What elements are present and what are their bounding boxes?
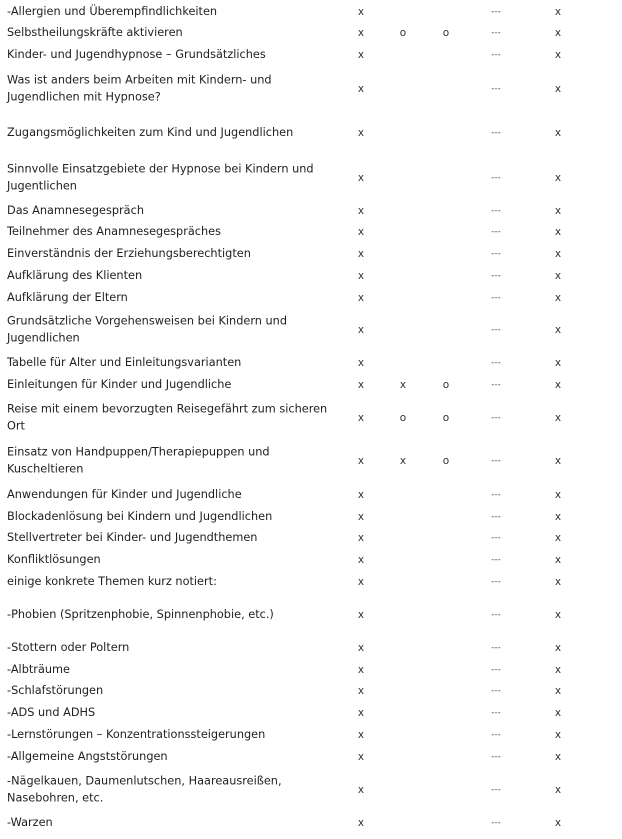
mark-cell: x (399, 379, 407, 391)
dash-cell: --- (491, 173, 501, 183)
table-row (0, 703, 622, 723)
topic-cell: Tabelle für Alter und Einleitungsvarianten (7, 355, 242, 369)
dash-cell: --- (491, 730, 501, 740)
table-row (0, 441, 622, 481)
topic-cell: einige konkrete Themen kurz notiert: (7, 574, 217, 588)
mark-cell: o (399, 412, 407, 424)
topic-cell: -Allergien und Überempfindlichkeiten (7, 4, 218, 18)
topic-cell: Zugangsmöglichkeiten zum Kind und Jugendlichen (7, 125, 294, 139)
mark-cell: x (357, 817, 365, 829)
dash-cell: --- (491, 818, 501, 828)
mark-cell: o (442, 27, 450, 39)
mark-cell: x (357, 292, 365, 304)
mark-cell: x (554, 707, 562, 719)
dash-cell: --- (491, 752, 501, 762)
mark-cell: x (357, 751, 365, 763)
table-row (0, 222, 622, 242)
topic-cell: Kinder- und Jugendhypnose – Grundsätzliches (7, 47, 266, 61)
topic-cell: Konfliktlösungen (7, 552, 101, 566)
dash-cell: --- (491, 50, 501, 60)
table-row (0, 2, 622, 22)
mark-cell: x (554, 817, 562, 829)
table-row (0, 23, 622, 43)
topic-cell: Einverständnis der Erziehungsberechtigten (7, 246, 251, 260)
mark-cell: x (357, 357, 365, 369)
mark-cell: x (357, 127, 365, 139)
dash-cell: --- (491, 577, 501, 587)
mark-cell: x (357, 205, 365, 217)
topic-cell: Blockadenlösung bei Kindern und Jugendlichen (7, 509, 273, 523)
topic-cell: -Phobien (Spritzenphobie, Spinnenphobie, etc.) (7, 607, 274, 621)
mark-cell: x (357, 664, 365, 676)
mark-cell: x (357, 511, 365, 523)
table-row (0, 45, 622, 65)
topic-cell: -Nägelkauen, Daumenlutschen, Haareausreißen, Nasebohren, etc. (7, 774, 282, 804)
mark-cell: x (554, 489, 562, 501)
topic-cell: Reise mit einem bevorzugten Reisegefährt zum sicheren Ort (7, 402, 328, 432)
mark-cell: x (357, 6, 365, 18)
topic-cell: -Allgemeine Angststörungen (7, 749, 168, 763)
table-row (0, 600, 622, 630)
mark-cell: x (554, 511, 562, 523)
topic-cell: Einleitungen für Kinder und Jugendliche (7, 377, 232, 391)
table-row (0, 353, 622, 373)
mark-cell: x (554, 664, 562, 676)
topic-cell: -Stottern oder Poltern (7, 640, 130, 654)
mark-cell: x (554, 532, 562, 544)
table-row (0, 770, 622, 810)
table-row (0, 507, 622, 527)
table-row (0, 288, 622, 308)
topic-cell: Anwendungen für Kinder und Jugendliche (7, 487, 242, 501)
table-row (0, 681, 622, 701)
table-row (0, 528, 622, 548)
mark-cell: x (357, 576, 365, 588)
dash-cell: --- (491, 84, 501, 94)
mark-cell: x (554, 609, 562, 621)
dash-cell: --- (491, 533, 501, 543)
topic-cell: Grundsätzliche Vorgehensweisen bei Kindern und Jugendlichen (7, 314, 288, 344)
dash-cell: --- (491, 456, 501, 466)
mark-cell: x (554, 784, 562, 796)
table-row (0, 813, 622, 833)
topic-cell: Sinnvolle Einsatzgebiete der Hypnose bei Kindern und Jugentlichen (7, 162, 314, 192)
mark-cell: x (554, 642, 562, 654)
topic-cell: Aufklärung des Klienten (7, 268, 143, 282)
dash-cell: --- (491, 325, 501, 335)
mark-cell: x (554, 6, 562, 18)
topic-cell: Selbstheilungskräfte aktivieren (7, 25, 183, 39)
mark-cell: x (357, 609, 365, 621)
mark-cell: x (554, 379, 562, 391)
table-row (0, 660, 622, 680)
dash-cell: --- (491, 380, 501, 390)
dash-cell: --- (491, 785, 501, 795)
mark-cell: o (399, 27, 407, 39)
table-row (0, 201, 622, 221)
table-row (0, 244, 622, 264)
topic-cell: -Schlafstörungen (7, 683, 104, 697)
topic-cell: -Warzen (7, 815, 53, 829)
dash-cell: --- (491, 206, 501, 216)
mark-cell: x (554, 554, 562, 566)
mark-cell: x (554, 248, 562, 260)
mark-cell: x (357, 707, 365, 719)
dash-cell: --- (491, 358, 501, 368)
mark-cell: x (554, 83, 562, 95)
mark-cell: x (554, 357, 562, 369)
table-row (0, 550, 622, 570)
mark-cell: x (554, 324, 562, 336)
dash-cell: --- (491, 665, 501, 675)
mark-cell: x (357, 226, 365, 238)
dash-cell: --- (491, 643, 501, 653)
mark-cell: x (554, 685, 562, 697)
dash-cell: --- (491, 128, 501, 138)
table-row (0, 725, 622, 745)
table-row (0, 572, 622, 592)
dash-cell: --- (491, 28, 501, 38)
mark-cell: x (554, 729, 562, 741)
topic-cell: Stellvertreter bei Kinder- und Jugendthemen (7, 530, 258, 544)
dash-cell: --- (491, 708, 501, 718)
mark-cell: x (357, 49, 365, 61)
mark-cell: x (357, 784, 365, 796)
mark-cell: x (554, 226, 562, 238)
mark-cell: x (357, 455, 365, 467)
mark-cell: x (357, 412, 365, 424)
mark-cell: x (554, 412, 562, 424)
dash-cell: --- (491, 555, 501, 565)
mark-cell: x (357, 642, 365, 654)
topic-cell: -ADS und ADHS (7, 705, 96, 719)
mark-cell: x (357, 532, 365, 544)
topic-cell: -Albträume (7, 662, 70, 676)
dash-cell: --- (491, 271, 501, 281)
mark-cell: x (554, 205, 562, 217)
mark-cell: x (357, 27, 365, 39)
table-row (0, 310, 622, 350)
mark-cell: x (357, 554, 365, 566)
table-row (0, 747, 622, 767)
table-row (0, 158, 622, 198)
mark-cell: x (357, 172, 365, 184)
topic-cell: Einsatz von Handpuppen/Therapiepuppen und Kuscheltieren (7, 445, 270, 475)
dash-cell: --- (491, 512, 501, 522)
mark-cell: x (357, 685, 365, 697)
dash-cell: --- (491, 7, 501, 17)
mark-cell: x (357, 248, 365, 260)
mark-cell: x (554, 172, 562, 184)
dash-cell: --- (491, 686, 501, 696)
mark-cell: x (554, 49, 562, 61)
table-row (0, 119, 622, 147)
mark-cell: x (554, 27, 562, 39)
dash-cell: --- (491, 413, 501, 423)
topic-cell: Was ist anders beim Arbeiten mit Kindern- und Jugendlichen mit Hypnose? (7, 73, 272, 103)
dash-cell: --- (491, 293, 501, 303)
dash-cell: --- (491, 249, 501, 259)
mark-cell: x (554, 127, 562, 139)
topic-cell: Aufklärung der Eltern (7, 290, 128, 304)
topic-cell: Teilnehmer des Anamnesegespräches (7, 224, 221, 238)
mark-cell: x (554, 751, 562, 763)
table-row (0, 638, 622, 658)
mark-cell: x (554, 270, 562, 282)
mark-cell: x (357, 324, 365, 336)
table-row (0, 266, 622, 286)
mark-cell: x (357, 379, 365, 391)
mark-cell: x (357, 270, 365, 282)
mark-cell: x (554, 576, 562, 588)
dash-cell: --- (491, 227, 501, 237)
mark-cell: o (442, 455, 450, 467)
mark-cell: o (442, 412, 450, 424)
table-row (0, 403, 622, 433)
mark-cell: o (442, 379, 450, 391)
table-row (0, 375, 622, 395)
mark-cell: x (399, 455, 407, 467)
mark-cell: x (357, 729, 365, 741)
mark-cell: x (357, 83, 365, 95)
topic-cell: -Lernstörungen – Konzentrationssteigerungen (7, 727, 266, 741)
dash-cell: --- (491, 610, 501, 620)
mark-cell: x (554, 292, 562, 304)
topic-cell: Das Anamnesegespräch (7, 203, 144, 217)
table-row (0, 485, 622, 505)
mark-cell: x (357, 489, 365, 501)
table-row (0, 69, 622, 109)
dash-cell: --- (491, 490, 501, 500)
mark-cell: x (554, 455, 562, 467)
